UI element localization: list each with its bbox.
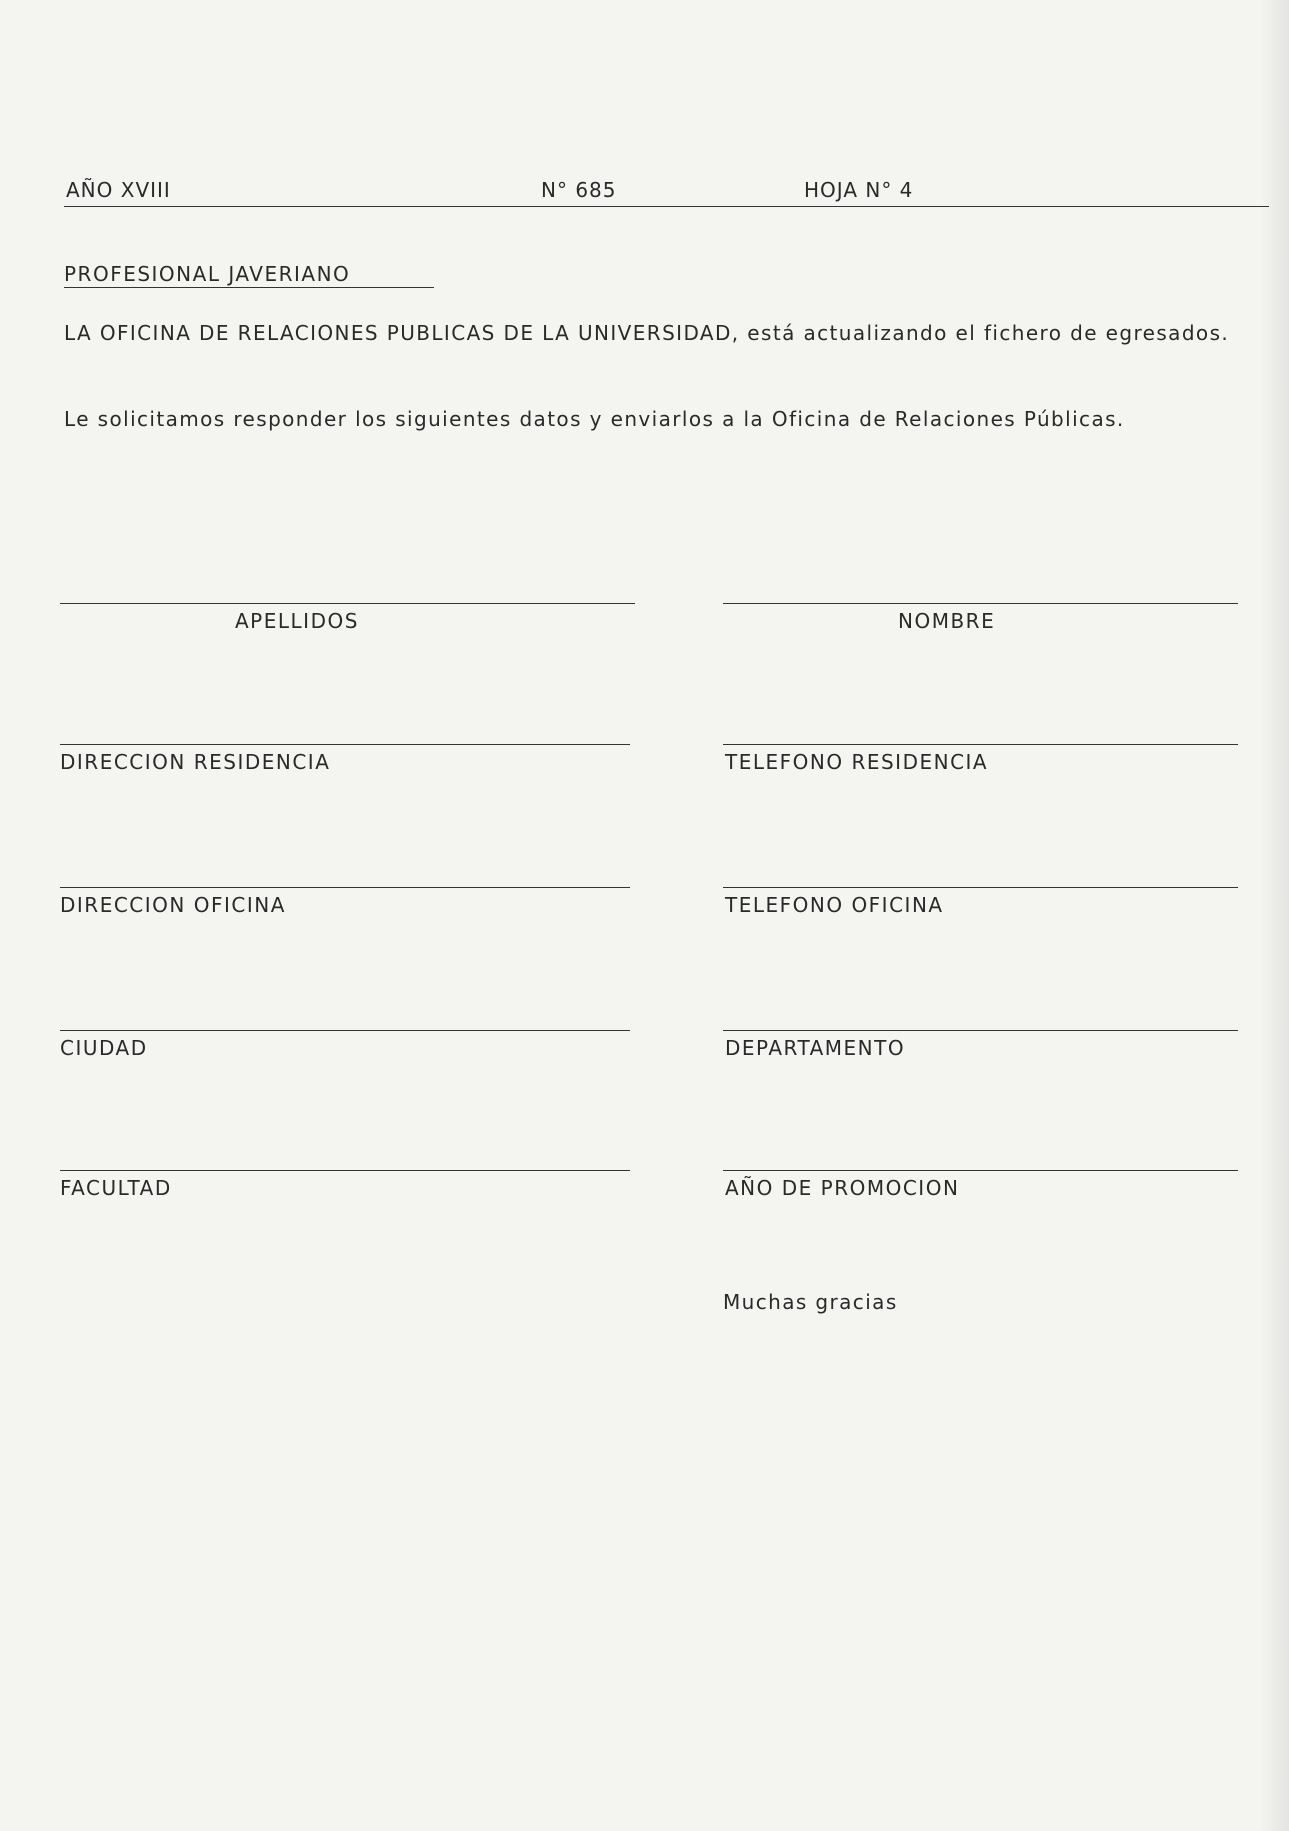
field-label-direccion-oficina: DIRECCION OFICINA (60, 893, 286, 917)
field-facultad[interactable] (60, 1170, 630, 1210)
field-apellidos[interactable] (60, 603, 635, 643)
header-sheet: HOJA N° 4 (804, 178, 914, 202)
field-label-telefono-oficina: TELEFONO OFICINA (725, 893, 944, 917)
field-ciudad[interactable] (60, 1030, 630, 1070)
field-departamento[interactable] (723, 1030, 1238, 1070)
field-line (723, 603, 1238, 604)
field-label-apellidos: APELLIDOS (235, 609, 359, 633)
field-direccion-residencia[interactable] (60, 744, 630, 784)
section-title: PROFESIONAL JAVERIANO (64, 262, 434, 288)
field-label-nombre: NOMBRE (898, 609, 996, 633)
field-line (723, 1170, 1238, 1171)
intro-text: LA OFICINA DE RELACIONES PUBLICAS DE LA UNIVERSIDAD, está actualizando el fichero de egresados. (64, 321, 1230, 345)
field-label-ciudad: CIUDAD (60, 1036, 148, 1060)
field-line (60, 744, 630, 745)
field-line (60, 603, 635, 604)
page-header (64, 178, 1269, 207)
field-label-departamento: DEPARTAMENTO (725, 1036, 906, 1060)
field-label-facultad: FACULTAD (60, 1176, 172, 1200)
field-line (723, 1030, 1238, 1031)
field-line (723, 887, 1238, 888)
request-text: Le solicitamos responder los siguientes datos y enviarlos a la Oficina de Relaciones Públicas. (64, 407, 1125, 431)
field-label-ano-promocion: AÑO DE PROMOCION (725, 1176, 960, 1200)
header-number: N° 685 (541, 178, 617, 202)
field-line (60, 1030, 630, 1031)
field-telefono-oficina[interactable] (723, 887, 1238, 927)
header-year: AÑO XVIII (66, 178, 171, 202)
field-ano-promocion[interactable] (723, 1170, 1238, 1210)
field-line (60, 1170, 630, 1171)
field-nombre[interactable] (723, 603, 1238, 643)
field-label-direccion-residencia: DIRECCION RESIDENCIA (60, 750, 331, 774)
page-edge-shadow (1261, 0, 1289, 1831)
field-direccion-oficina[interactable] (60, 887, 630, 927)
field-label-telefono-residencia: TELEFONO RESIDENCIA (725, 750, 989, 774)
field-telefono-residencia[interactable] (723, 744, 1238, 784)
field-line (723, 744, 1238, 745)
closing-text: Muchas gracias (723, 1290, 898, 1314)
field-line (60, 887, 630, 888)
